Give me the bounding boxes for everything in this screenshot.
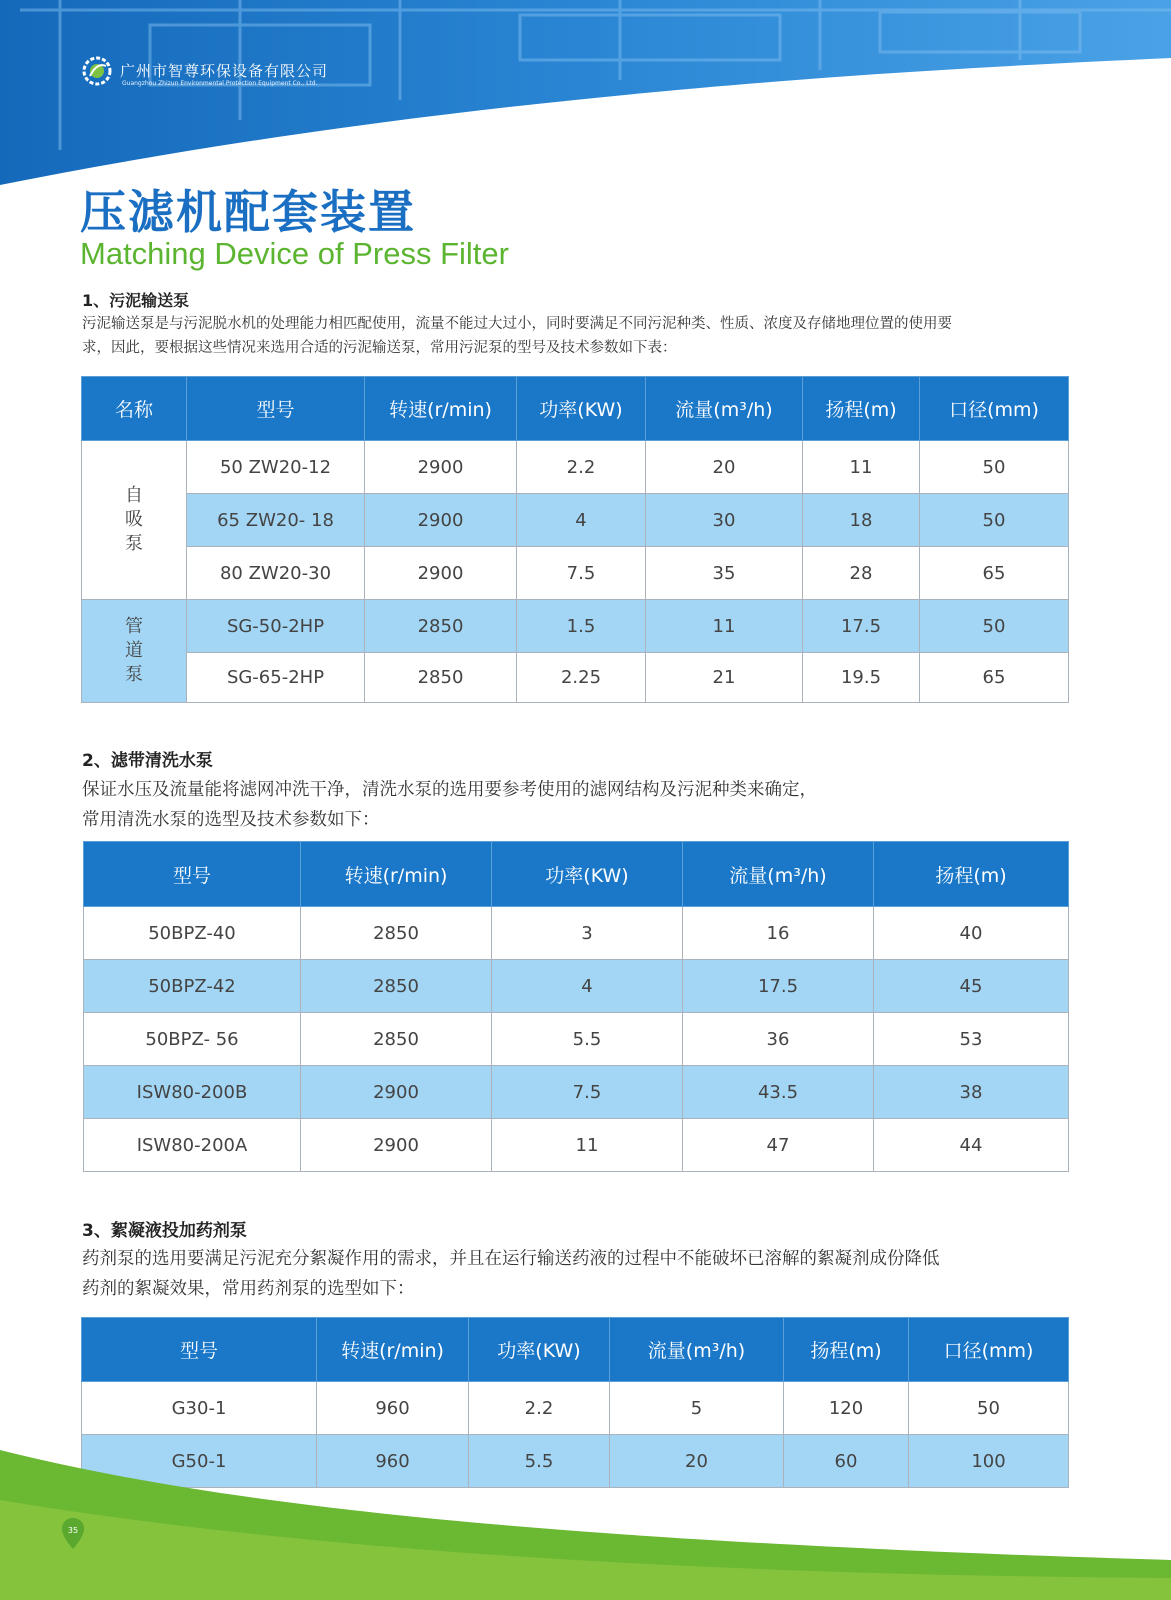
company-name-en: Guangzhou Zhizun Environmental Protection Equipment Co., Ltd. (122, 80, 318, 87)
cell-power: 7.5 (492, 1066, 683, 1119)
section2-title: 2、滤带清洗水泵 (82, 751, 213, 771)
cell-speed: 2850 (301, 960, 492, 1013)
table-row (84, 1013, 1069, 1066)
table-row (84, 960, 1069, 1013)
cell-speed: 960 (317, 1435, 469, 1488)
section3-description (82, 1244, 940, 1304)
cell-flow: 30 (646, 494, 803, 547)
table-row (84, 1066, 1069, 1119)
col-header-power: 功率(KW) (517, 377, 646, 441)
col-header-model: 型号 (82, 1318, 317, 1382)
col-header-power: 功率(KW) (469, 1318, 610, 1382)
cell-head: 40 (874, 907, 1069, 960)
col-header-speed: 转速(r/min) (301, 842, 492, 907)
cell-model: 80 ZW20-30 (187, 547, 365, 600)
table-row (82, 653, 1069, 703)
table-header-row (84, 842, 1069, 907)
table-row (82, 600, 1069, 653)
cell-flow: 5 (610, 1382, 784, 1435)
cell-power: 3 (492, 907, 683, 960)
cell-model: 65 ZW20- 18 (187, 494, 365, 547)
col-header-speed: 转速(r/min) (365, 377, 517, 441)
cell-speed: 2900 (365, 494, 517, 547)
cell-head: 19.5 (803, 653, 920, 703)
company-name-cn: 广州市智尊环保设备有限公司 (120, 62, 329, 80)
cell-speed: 2850 (301, 907, 492, 960)
table-row (82, 547, 1069, 600)
cell-diameter: 50 (920, 441, 1069, 494)
group-cell-pipeline (82, 600, 187, 703)
cell-diameter: 50 (920, 600, 1069, 653)
cell-diameter: 65 (920, 547, 1069, 600)
cell-model: ISW80-200B (84, 1066, 301, 1119)
col-header-model: 型号 (187, 377, 365, 441)
table-row (84, 1119, 1069, 1172)
cell-model: 50BPZ- 56 (84, 1013, 301, 1066)
cell-flow: 16 (683, 907, 874, 960)
cell-model: G50-1 (82, 1435, 317, 1488)
cell-head: 28 (803, 547, 920, 600)
cell-speed: 2900 (301, 1066, 492, 1119)
table-row (82, 441, 1069, 494)
cell-model: 50BPZ-42 (84, 960, 301, 1013)
cell-head: 17.5 (803, 600, 920, 653)
cell-power: 2.2 (469, 1382, 610, 1435)
group-cell-self-priming (82, 441, 187, 600)
cell-power: 4 (517, 494, 646, 547)
col-header-model: 型号 (84, 842, 301, 907)
col-header-flow: 流量(m³/h) (683, 842, 874, 907)
page-title-en: Matching Device of Press Filter (80, 236, 509, 271)
col-header-name: 名称 (82, 377, 187, 441)
cell-head: 60 (784, 1435, 909, 1488)
cell-flow: 20 (610, 1435, 784, 1488)
cell-flow: 17.5 (683, 960, 874, 1013)
cell-model: SG-65-2HP (187, 653, 365, 703)
table-header-row (82, 1318, 1069, 1382)
cell-flow: 20 (646, 441, 803, 494)
cell-model: G30-1 (82, 1382, 317, 1435)
section3-title: 3、絮凝液投加药剂泵 (82, 1221, 247, 1241)
section3-line-1: 药剂泵的选用要满足污泥充分絮凝作用的需求，并且在运行输送药液的过程中不能破坏已溶解的絮凝剂成份降低 (82, 1249, 940, 1269)
col-header-speed: 转速(r/min) (317, 1318, 469, 1382)
cell-head: 45 (874, 960, 1069, 1013)
cell-model: 50BPZ-40 (84, 907, 301, 960)
col-header-head: 扬程(m) (874, 842, 1069, 907)
table-row (84, 907, 1069, 960)
group-label-pipeline: 管道泵 (125, 616, 143, 685)
section1-line-1: 污泥输送泵是与污泥脱水机的处理能力相匹配使用，流量不能过大过小，同时要满足不同污泥种类、性质、浓度及存储地理位置的使用要 (82, 316, 952, 332)
section1-title: 1、污泥输送泵 (82, 291, 190, 310)
cell-flow: 43.5 (683, 1066, 874, 1119)
table-row (82, 494, 1069, 547)
cell-power: 5.5 (469, 1435, 610, 1488)
cell-head: 38 (874, 1066, 1069, 1119)
col-header-diameter: 口径(mm) (920, 377, 1069, 441)
cell-speed: 2850 (301, 1013, 492, 1066)
footer-wave (0, 1440, 1171, 1600)
cell-head: 53 (874, 1013, 1069, 1066)
cell-flow: 47 (683, 1119, 874, 1172)
cell-power: 11 (492, 1119, 683, 1172)
page-title-cn: 压滤机配套装置 (80, 185, 416, 239)
section3-line-2: 药剂的絮凝效果，常用药剂泵的选型如下： (82, 1279, 415, 1299)
section1-line-2: 求，因此，要根据这些情况来选用合适的污泥输送泵，常用污泥泵的型号及技术参数如下表： (82, 340, 677, 356)
group-label-self-priming: 自吸泵 (125, 485, 143, 554)
col-header-head: 扬程(m) (803, 377, 920, 441)
cell-diameter: 50 (909, 1382, 1069, 1435)
cell-diameter: 100 (909, 1435, 1069, 1488)
section2-line-1: 保证水压及流量能将滤网冲洗干净，清洗水泵的选用要参考使用的滤网结构及污泥种类来确定， (82, 780, 817, 800)
cell-model: ISW80-200A (84, 1119, 301, 1172)
cell-diameter: 50 (920, 494, 1069, 547)
wash-pump-table (83, 841, 1069, 1172)
cell-speed: 2900 (365, 441, 517, 494)
cell-flow: 11 (646, 600, 803, 653)
cell-flow: 21 (646, 653, 803, 703)
cell-head: 18 (803, 494, 920, 547)
col-header-diameter: 口径(mm) (909, 1318, 1069, 1382)
cell-speed: 2900 (301, 1119, 492, 1172)
cell-head: 120 (784, 1382, 909, 1435)
cell-power: 5.5 (492, 1013, 683, 1066)
header-banner (0, 0, 1171, 200)
table-row (82, 1382, 1069, 1435)
col-header-head: 扬程(m) (784, 1318, 909, 1382)
cell-speed: 2900 (365, 547, 517, 600)
section2-description (82, 775, 817, 835)
company-logo-icon (80, 54, 114, 88)
sludge-pump-table (81, 376, 1069, 703)
cell-head: 11 (803, 441, 920, 494)
cell-flow: 35 (646, 547, 803, 600)
table-header-row (82, 377, 1069, 441)
cell-model: SG-50-2HP (187, 600, 365, 653)
cell-model: 50 ZW20-12 (187, 441, 365, 494)
cell-speed: 2850 (365, 653, 517, 703)
cell-speed: 960 (317, 1382, 469, 1435)
cell-power: 7.5 (517, 547, 646, 600)
section1-description (82, 312, 952, 360)
cell-speed: 2850 (365, 600, 517, 653)
col-header-flow: 流量(m³/h) (646, 377, 803, 441)
page-number: 35 (67, 1526, 79, 1535)
col-header-power: 功率(KW) (492, 842, 683, 907)
cell-power: 4 (492, 960, 683, 1013)
cell-power: 2.25 (517, 653, 646, 703)
cell-flow: 36 (683, 1013, 874, 1066)
cell-power: 1.5 (517, 600, 646, 653)
cell-power: 2.2 (517, 441, 646, 494)
cell-diameter: 65 (920, 653, 1069, 703)
col-header-flow: 流量(m³/h) (610, 1318, 784, 1382)
cell-head: 44 (874, 1119, 1069, 1172)
section2-line-2: 常用清洗水泵的选型及技术参数如下： (82, 810, 380, 830)
